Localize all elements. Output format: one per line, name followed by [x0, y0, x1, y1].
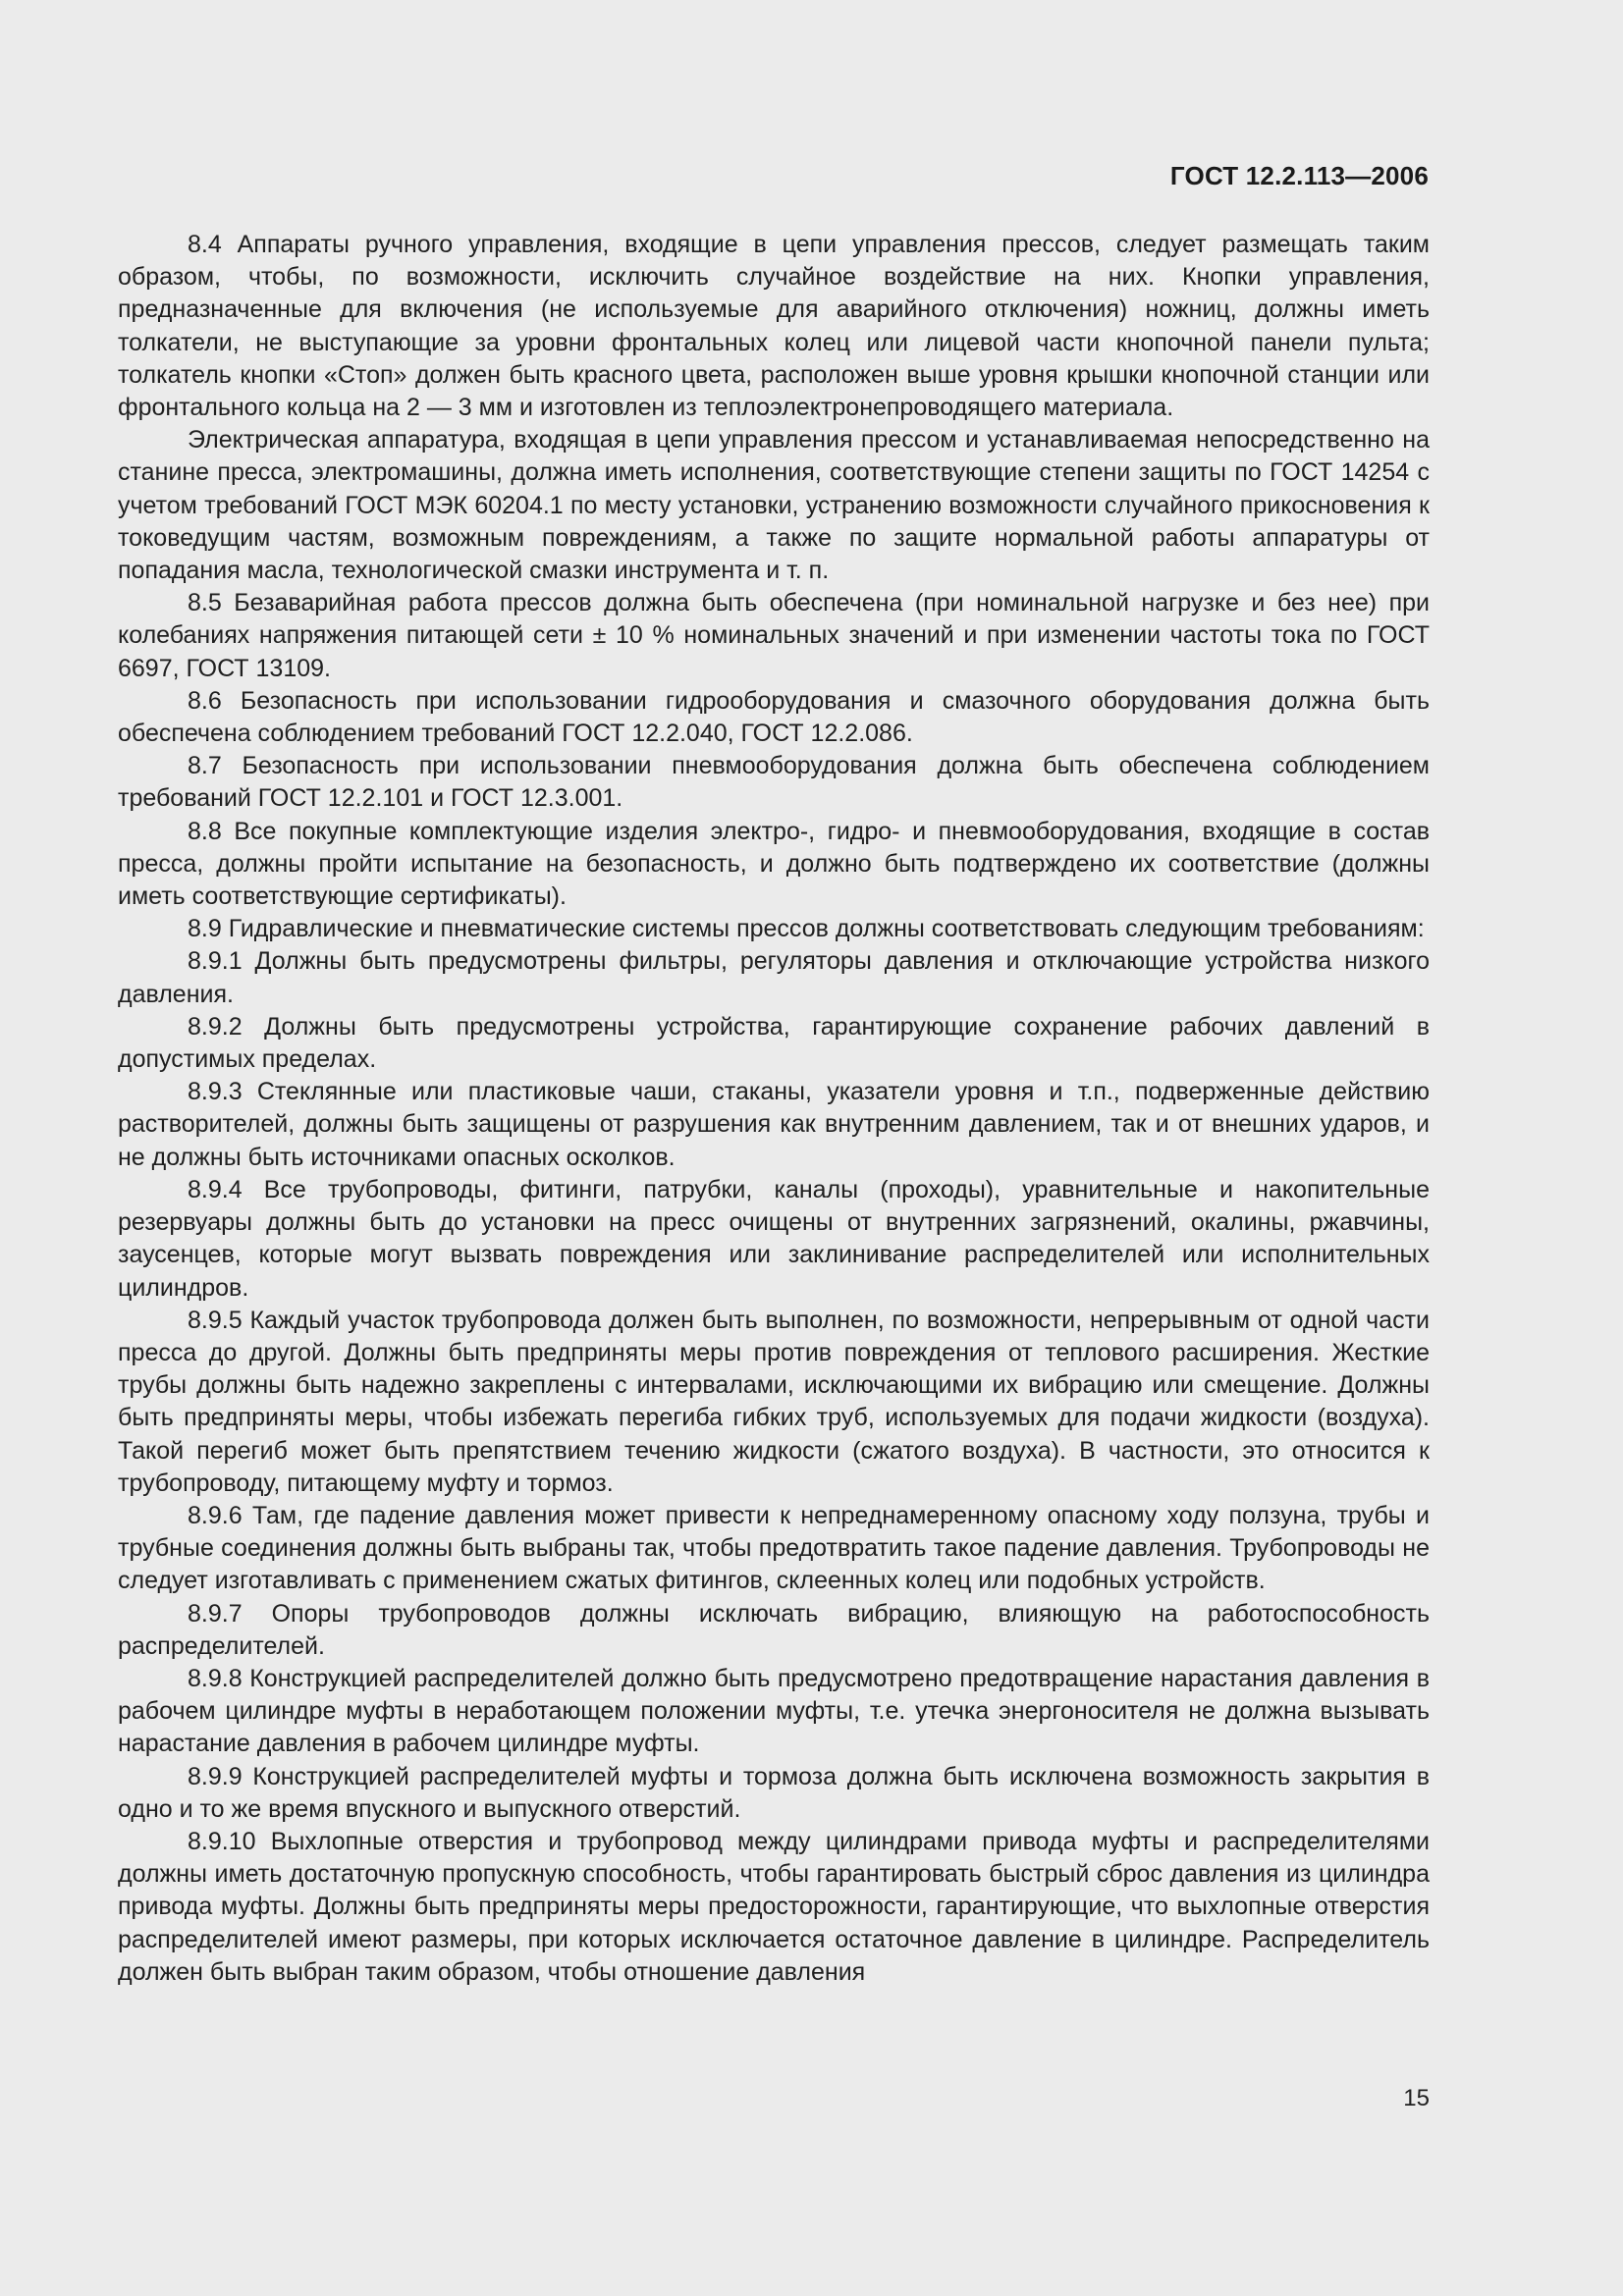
paragraph-8-7: 8.7 Безопасность при использовании пневмооборудования должна быть обеспечена соблюдением требований ГОСТ 12.2.101 и ГОСТ 12.3.001. — [118, 752, 1430, 813]
paragraph-8-5: 8.5 Безаварийная работа прессов должна быть обеспечена (при номинальной нагрузке и без нее) при колебаниях напряжения питающей сети ± 10 % номинальных значений и при изменении частоты тока по ГОСТ 6697, ГОСТ 13109. — [118, 589, 1430, 682]
paragraph-8-9: 8.9 Гидравлические и пневматические системы прессов должны соответствовать следующим требованиям: — [188, 915, 1425, 943]
paragraph-8-9-5: 8.9.5 Каждый участок трубопровода должен быть выполнен, по возможности, непрерывным от одной части пресса до другой. Должны быть предприняты меры против повреждения от теплового расширения. Жесткие трубы должны быть надежно закреплены с интервалами, исключающими их вибрацию или смещение. Должны быть предприняты меры, чтобы избежать перегиба гибких труб, используемых для подачи жидкости (воздуха). Такой перегиб может быть препятствием течению жидкости (сжатого воздуха). В частности, это относится к трубопроводу, питающему муфту и тормоз. — [118, 1306, 1430, 1497]
paragraph-8-9-8: 8.9.8 Конструкцией распределителей должно быть предусмотрено предотвращение нарастания давления в рабочем цилиндре муфты в неработающем положении муфты, т.е. утечка энергоносителя не должна вызывать нарастание давления в рабочем цилиндре муфты. — [118, 1664, 1430, 1758]
paragraph-8-9-1: 8.9.1 Должны быть предусмотрены фильтры, регуляторы давления и отключающие устройства низкого давления. — [118, 947, 1430, 1008]
paragraph-8-9-6: 8.9.6 Там, где падение давления может привести к непреднамеренному опасному ходу ползуна, трубы и трубные соединения должны быть выбраны так, чтобы предотвратить такое падение давления. Трубопроводы не следует изготавливать с применением сжатых фитингов, склеенных колец или подобных устройств. — [118, 1501, 1430, 1595]
page-number: 15 — [1403, 2085, 1430, 2111]
paragraph-8-9-4: 8.9.4 Все трубопроводы, фитинги, патрубки, каналы (проходы), уравнительные и накопительные резервуары должны быть до установки на пресс очищены от внутренних загрязнений, окалины, ржавчины, заусенцев, которые могут вызвать повреждения или заклинивание распределителей или исполнительных цилиндров. — [118, 1175, 1430, 1302]
paragraph-8-6: 8.6 Безопасность при использовании гидрооборудования и смазочного оборудования должна быть обеспечена соблюдением требований ГОСТ 12.2.040, ГОСТ 12.2.086. — [118, 686, 1430, 748]
paragraph-8-9-10: 8.9.10 Выхлопные отверстия и трубопровод между цилиндрами привода муфты и распределителями должны иметь достаточную пропускную способность, чтобы гарантировать быстрый сброс давления из цилиндра привода муфты. Должны быть предприняты меры предосторожности, гарантирующие, что выхлопные отверстия распределителей имеют размеры, при которых исключается остаточное давление в цилиндре. Распределитель должен быть выбран таким образом, чтобы отношение давления — [118, 1827, 1430, 1986]
paragraph-8-9-9: 8.9.9 Конструкцией распределителей муфты и тормоза должна быть исключена возможность закрытия в одно и то же время впускного и выпускного отверстий. — [118, 1762, 1430, 1823]
paragraph-8-9-7: 8.9.7 Опоры трубопроводов должны исключать вибрацию, влияющую на работоспособность распределителей. — [118, 1599, 1430, 1660]
standard-code-header: ГОСТ 12.2.113—2006 — [1169, 161, 1429, 190]
paragraph-8-9-2: 8.9.2 Должны быть предусмотрены устройства, гарантирующие сохранение рабочих давлений в допустимых пределах. — [118, 1012, 1430, 1074]
paragraph-8-9-3: 8.9.3 Стеклянные или пластиковые чаши, стаканы, указатели уровня и т.п., подверженные действию растворителей, должны быть защищены от разрушения как внутренним давлением, так и от внешних ударов, и не должны быть источниками опасных осколков. — [118, 1078, 1430, 1171]
paragraph-electrical-equipment: Электрическая аппаратура, входящая в цепи управления прессом и устанавливаемая непосредственно на станине пресса, электромашины, должна иметь исполнения, соответствующие степени защиты по ГОСТ 14254 с учетом требований ГОСТ МЭК 60204.1 по месту установки, устранению возможности случайного прикосновения к токоведущим частям, возможным повреждениям, а также по защите нормальной работы аппаратуры от попадания масла, технологической смазки инструмента и т. п. — [118, 426, 1430, 585]
paragraph-8-4: 8.4 Аппараты ручного управления, входящие в цепи управления прессов, следует размещать таким образом, чтобы, по возможности, исключить случайное воздействие на них. Кнопки управления, предназначенные для включения (не используемые для аварийного отключения) ножниц, должны иметь толкатели, не выступающие за уровни фронтальных колец или лицевой части кнопочной панели пульта; толкатель кнопки «Стоп» должен быть красного цвета, расположен выше уровня крышки кнопочной станции или фронтального кольца на 2 — 3 мм и изготовлен из теплоэлектронепроводящего материала. — [118, 231, 1430, 422]
body-text — [118, 229, 1430, 1989]
paragraph-8-8: 8.8 Все покупные комплектующие изделия электро-, гидро- и пневмооборудования, входящие в состав пресса, должны пройти испытание на безопасность, и должно быть подтверждено их соответствие (должны иметь соответствующие сертификаты). — [118, 817, 1430, 911]
